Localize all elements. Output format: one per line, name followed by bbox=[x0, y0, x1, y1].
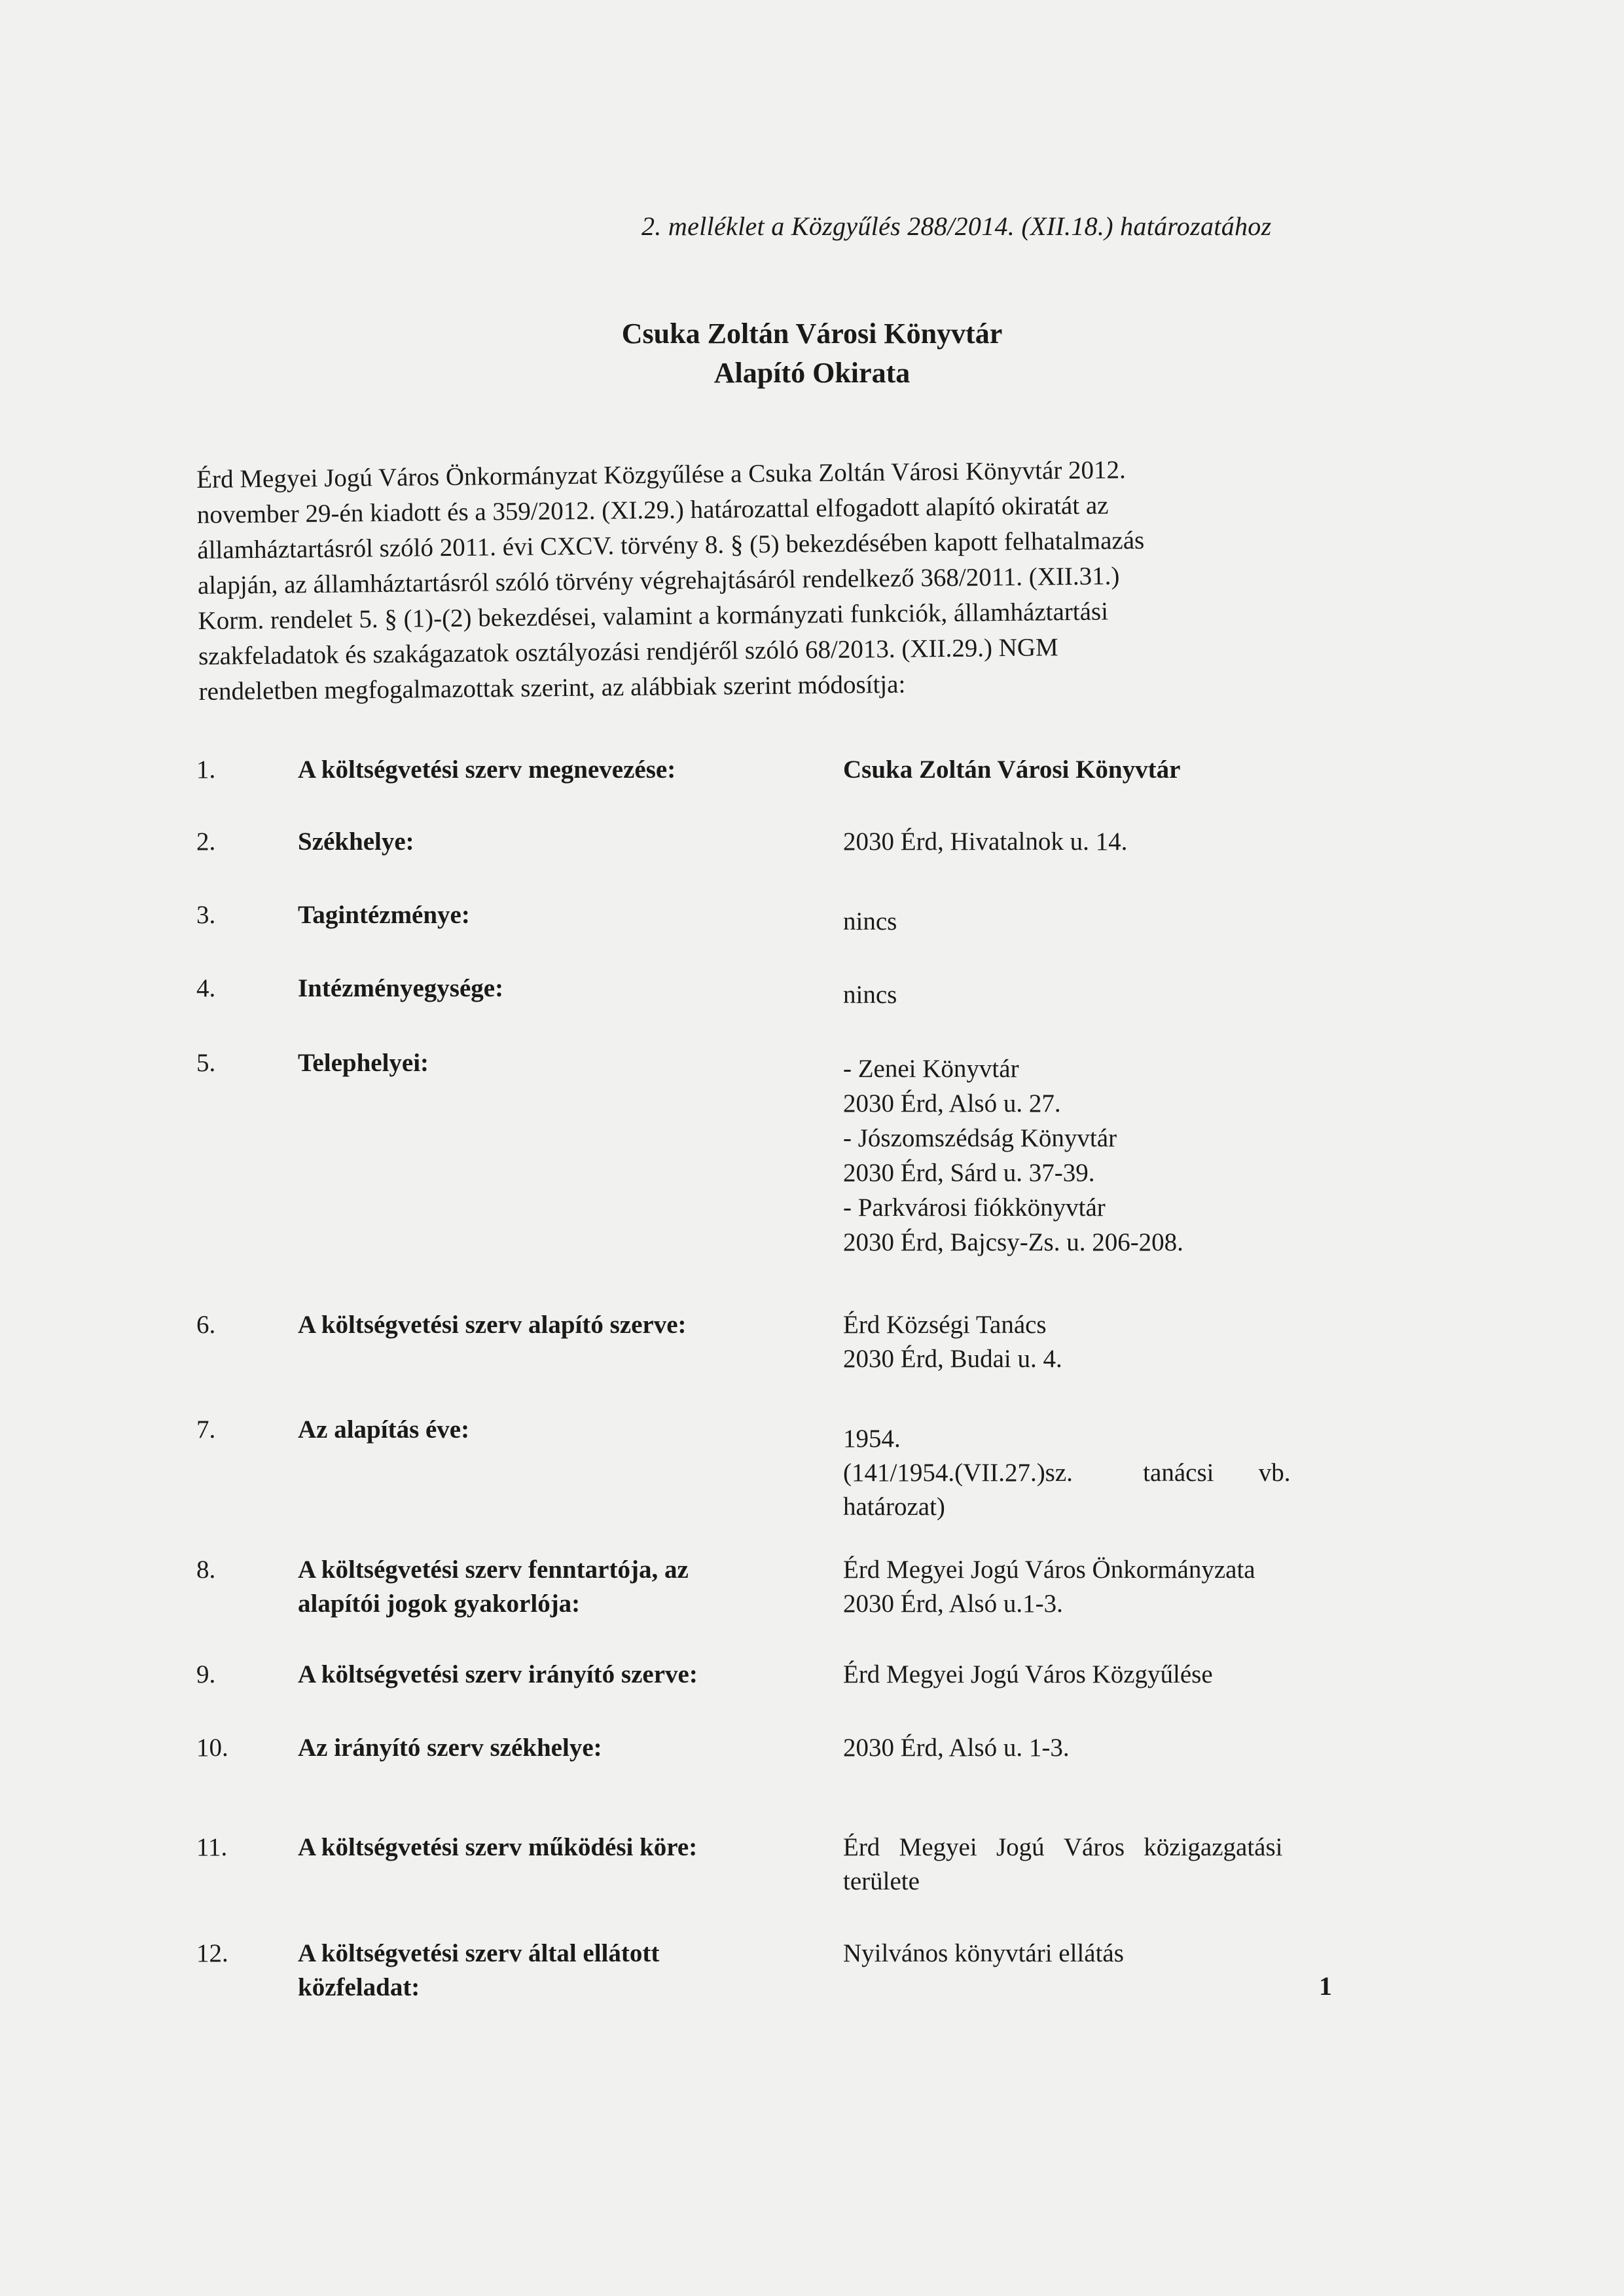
value-line: 2030 Érd, Budai u. 4. bbox=[843, 1345, 1062, 1373]
intro-line: szakfeladatok és szakágazatok osztályozási rendjéről szóló 68/2013. (XII.29.) NGM bbox=[198, 633, 1058, 670]
value-line: 2030 Érd, Alsó u. 27. bbox=[843, 1089, 1061, 1118]
value-line: 2030 Érd, Bajcsy-Zs. u. 206-208. bbox=[843, 1228, 1183, 1256]
item-label bbox=[298, 753, 835, 787]
value-line: 2030 Érd, Alsó u.1-3. bbox=[843, 1590, 1063, 1618]
item-label bbox=[298, 1413, 835, 1447]
item-label bbox=[298, 972, 835, 1006]
value-line: - Jószomszédság Könyvtár bbox=[843, 1124, 1117, 1152]
item-label bbox=[298, 1937, 835, 2005]
item-value bbox=[843, 1658, 1360, 1692]
value-line: 1954. bbox=[843, 1425, 901, 1453]
annex-reference: 2. melléklet a Közgyűlés 288/2014. (XII.18.) határozatához bbox=[641, 211, 1272, 241]
label-line: alapítói jogok gyakorlója: bbox=[298, 1590, 581, 1618]
item-number: 7. bbox=[196, 1415, 216, 1444]
item-value bbox=[843, 1831, 1360, 1899]
label-line: Telephelyei: bbox=[298, 1049, 429, 1077]
label-line: Tagintézménye: bbox=[298, 901, 470, 929]
value-line: Nyilvános könyvtári ellátás bbox=[843, 1939, 1124, 1967]
item-value bbox=[843, 1731, 1360, 1765]
item-number: 1. bbox=[196, 756, 216, 784]
page-number: 1 bbox=[1319, 1971, 1332, 2001]
item-label bbox=[298, 1831, 835, 1865]
item-label bbox=[298, 1308, 835, 1342]
title-line-2: Alapító Okirata bbox=[713, 357, 911, 389]
value-line: 2030 Érd, Alsó u. 1-3. bbox=[843, 1734, 1070, 1762]
title-line-1: Csuka Zoltán Városi Könyvtár bbox=[621, 318, 1003, 350]
item-label bbox=[298, 1553, 835, 1621]
value-line: Érd Megyei Jogú Város közigazgatási bbox=[843, 1833, 1283, 1861]
item-number: 11. bbox=[196, 1833, 228, 1861]
label-line: A költségvetési szerv megnevezése: bbox=[298, 756, 676, 784]
label-line: A költségvetési szerv irányító szerve: bbox=[298, 1660, 698, 1688]
value-line: nincs bbox=[843, 981, 897, 1009]
item-value bbox=[843, 905, 1360, 939]
item-value bbox=[843, 1422, 1360, 1524]
intro-line: államháztartásról szóló 2011. évi CXCV. törvény 8. § (5) bekezdésében kapott felhatalmazás bbox=[197, 526, 1145, 564]
item-number: 2. bbox=[196, 828, 216, 856]
label-line: A költségvetési szerv működési köre: bbox=[298, 1833, 698, 1861]
intro-line: rendeletben megfogalmazottak szerint, az alábbiak szerint módosítja: bbox=[198, 670, 906, 706]
item-number: 5. bbox=[196, 1049, 216, 1077]
value-line: határozat) bbox=[843, 1493, 945, 1521]
item-number: 12. bbox=[196, 1939, 228, 1967]
item-value bbox=[843, 753, 1360, 787]
item-number: 4. bbox=[196, 974, 216, 1002]
value-line: 2030 Érd, Sárd u. 37-39. bbox=[843, 1159, 1095, 1187]
value-line: - Zenei Könyvtár bbox=[843, 1055, 1019, 1083]
item-value bbox=[843, 825, 1360, 859]
value-line: Érd Megyei Jogú Város Közgyűlése bbox=[843, 1660, 1213, 1688]
intro-line: alapján, az államháztartásról szóló törvény végrehajtásáról rendelkező 368/2011. (XII.31.) bbox=[197, 562, 1120, 600]
item-value bbox=[843, 1308, 1360, 1376]
item-label bbox=[298, 1658, 835, 1692]
label-line: Az irányító szerv székhelye: bbox=[298, 1734, 602, 1762]
label-line: közfeladat: bbox=[298, 1973, 420, 2001]
value-line: - Parkvárosi fiókkönyvtár bbox=[843, 1194, 1106, 1222]
label-line: Az alapítás éve: bbox=[298, 1415, 470, 1444]
item-label bbox=[298, 825, 835, 859]
item-number: 3. bbox=[196, 901, 216, 929]
intro-line: Korm. rendelet 5. § (1)-(2) bekezdései, valamint a kormányzati funkciók, államháztartási bbox=[198, 597, 1109, 635]
value-line: Érd Községi Tanács bbox=[843, 1311, 1047, 1339]
item-value bbox=[843, 1553, 1360, 1621]
label-line: Székhelye: bbox=[298, 828, 414, 856]
document-title bbox=[0, 314, 1624, 393]
label-line: Intézményegysége: bbox=[298, 974, 504, 1002]
value-line: Csuka Zoltán Városi Könyvtár bbox=[843, 756, 1181, 784]
value-line: területe bbox=[843, 1867, 920, 1895]
item-number: 10. bbox=[196, 1734, 228, 1762]
value-line: Érd Megyei Jogú Város Önkormányzata bbox=[843, 1556, 1255, 1584]
value-line: 2030 Érd, Hivatalnok u. 14. bbox=[843, 828, 1128, 856]
item-number: 8. bbox=[196, 1556, 216, 1584]
item-label bbox=[298, 1731, 835, 1765]
label-line: A költségvetési szerv fenntartója, az bbox=[298, 1556, 689, 1584]
value-line: (141/1954.(VII.27.)sz. tanácsi vb. bbox=[843, 1459, 1291, 1487]
item-number: 6. bbox=[196, 1311, 216, 1339]
intro-line: Érd Megyei Jogú Város Önkormányzat Közgyűlése a Csuka Zoltán Városi Könyvtár 2012. bbox=[196, 456, 1127, 494]
label-line: A költségvetési szerv alapító szerve: bbox=[298, 1311, 687, 1339]
item-value bbox=[843, 1051, 1360, 1260]
item-label bbox=[298, 898, 835, 932]
item-number: 9. bbox=[196, 1660, 216, 1688]
item-value bbox=[843, 978, 1360, 1012]
intro-line: november 29-én kiadott és a 359/2012. (XI.29.) határozattal elfogadott alapító okiratát az bbox=[196, 491, 1109, 529]
value-line: nincs bbox=[843, 907, 897, 936]
item-value bbox=[843, 1937, 1360, 1971]
label-line: A költségvetési szerv által ellátott bbox=[298, 1939, 660, 1967]
intro-paragraph bbox=[196, 450, 1390, 710]
item-label bbox=[298, 1046, 835, 1080]
